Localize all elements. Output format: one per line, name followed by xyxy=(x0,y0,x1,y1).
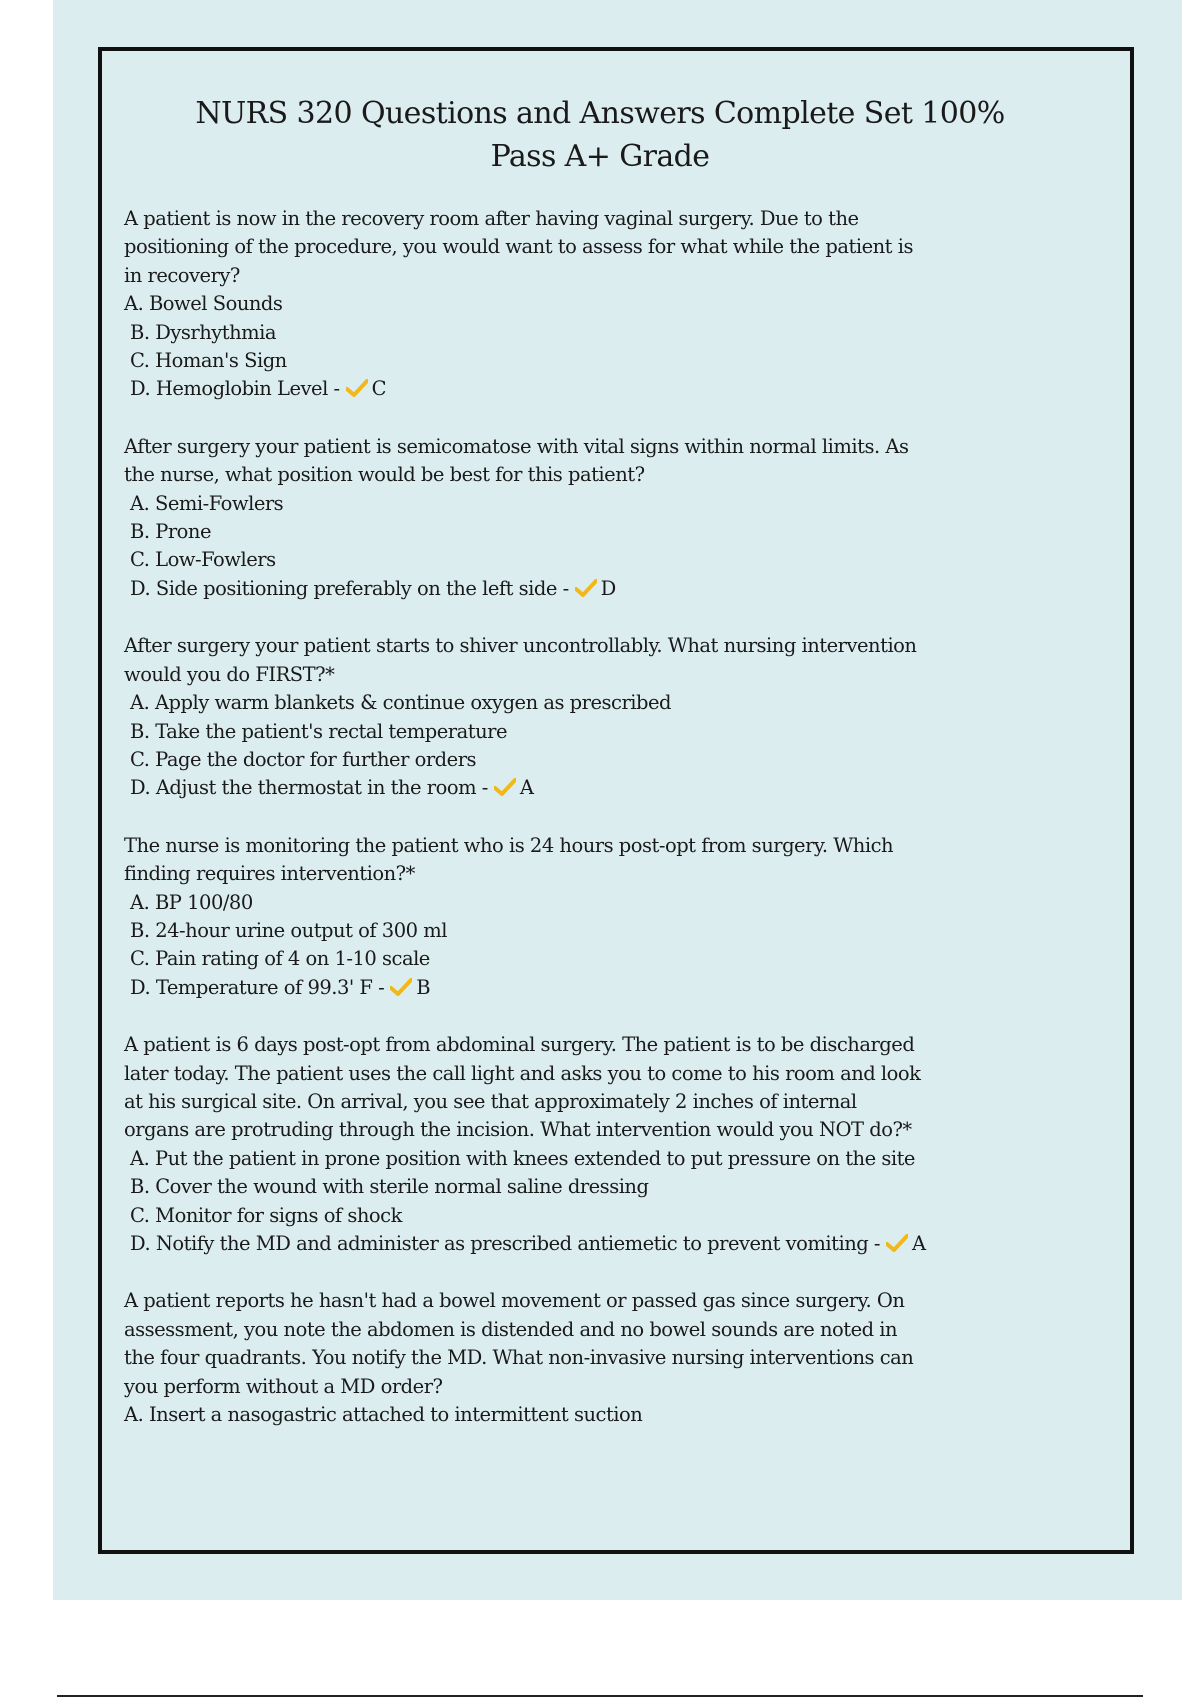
answer-letter: B xyxy=(416,975,431,999)
question-item xyxy=(124,1287,924,1429)
option-c: C. Monitor for signs of shock xyxy=(130,1203,402,1227)
option-c: C. Homan's Sign xyxy=(130,349,287,373)
question-text: After surgery your patient starts to shiver uncontrollably. What nursing intervention would you do FIRST?* xyxy=(124,634,917,686)
check-icon xyxy=(575,579,597,597)
check-icon xyxy=(886,1234,908,1252)
check-icon xyxy=(494,778,516,796)
answer-letter: D xyxy=(600,576,616,600)
question-text: After surgery your patient is semicomatose with vital signs within normal limits. As the nurse, what position would be best for this patient? xyxy=(124,434,909,487)
question-list xyxy=(124,205,924,1458)
option-d-text: D. Notify the MD and administer as prescribed antiemetic to prevent vomiting - xyxy=(130,1232,881,1255)
option-c: C. Page the doctor for further orders xyxy=(130,747,477,771)
option-a: A. Apply warm blankets & continue oxygen as prescribed xyxy=(130,691,672,715)
option-d xyxy=(124,375,924,403)
check-icon xyxy=(390,978,412,996)
option-b: B. Take the patient's rectal temperature xyxy=(130,719,507,743)
question-text: A patient is 6 days post-opt from abdominal surgery. The patient is to be discharged later today. The patient uses the call light and asks you to come to his room and look at his surgical site. On arrival, you see that approximately 2 inches of internal organs are protruding through the incision. What intervention would you NOT do?* xyxy=(124,1033,921,1142)
question-item xyxy=(124,433,924,603)
answer-letter: C xyxy=(371,377,387,401)
option-c: C. Pain rating of 4 on 1-10 scale xyxy=(130,947,430,971)
option-d xyxy=(124,774,924,802)
option-b: B. Dysrhythmia xyxy=(130,320,277,344)
question-item xyxy=(124,632,924,802)
option-c: C. Low-Fowlers xyxy=(130,548,276,572)
option-a: A. Put the patient in prone position with knees extended to put pressure on the site xyxy=(130,1146,915,1170)
option-d-text: D. Side positioning preferably on the left side - xyxy=(130,576,569,600)
question-text: The nurse is monitoring the patient who is 24 hours post-opt from surgery. Which finding requires intervention?* xyxy=(124,833,894,886)
page-divider xyxy=(57,1695,1143,1697)
question-text: A patient is now in the recovery room after having vaginal surgery. Due to the positioning of the procedure, you would want to assess for what while the patient is in recovery? xyxy=(124,207,913,287)
option-a: A. Bowel Sounds xyxy=(124,292,283,316)
option-d xyxy=(124,974,924,1002)
option-a: A. BP 100/80 xyxy=(130,890,253,914)
option-b: B. 24-hour urine output of 300 ml xyxy=(130,918,447,942)
option-d xyxy=(124,575,924,603)
question-item xyxy=(124,205,924,404)
option-d-text: D. Hemoglobin Level - xyxy=(130,377,340,401)
option-d-text: D. Temperature of 99.3' F - xyxy=(130,975,385,999)
title-line-2: Pass A+ Grade xyxy=(490,139,710,174)
title-line-1: NURS 320 Questions and Answers Complete Set 100% xyxy=(195,96,1005,131)
question-item xyxy=(124,832,924,1002)
question-text: A patient reports he hasn't had a bowel movement or passed gas since surgery. On assessment, you note the abdomen is distended and no bowel sounds are noted in the four quadrants. You notify the MD. What non-invasive nursing interventions can you perform without a MD order? xyxy=(124,1289,914,1398)
option-d xyxy=(124,1230,924,1258)
answer-letter: A xyxy=(912,1232,926,1255)
answer-letter: A xyxy=(519,776,534,800)
option-d-text: D. Adjust the thermostat in the room - xyxy=(130,776,488,800)
option-a: A. Semi-Fowlers xyxy=(130,491,284,515)
check-icon xyxy=(346,379,368,397)
option-b: B. Cover the wound with sterile normal saline dressing xyxy=(130,1175,649,1199)
question-item xyxy=(124,1031,924,1258)
document-title xyxy=(0,92,1200,178)
option-b: B. Prone xyxy=(130,520,212,544)
option-a: A. Insert a nasogastric attached to intermittent suction xyxy=(124,1403,643,1427)
